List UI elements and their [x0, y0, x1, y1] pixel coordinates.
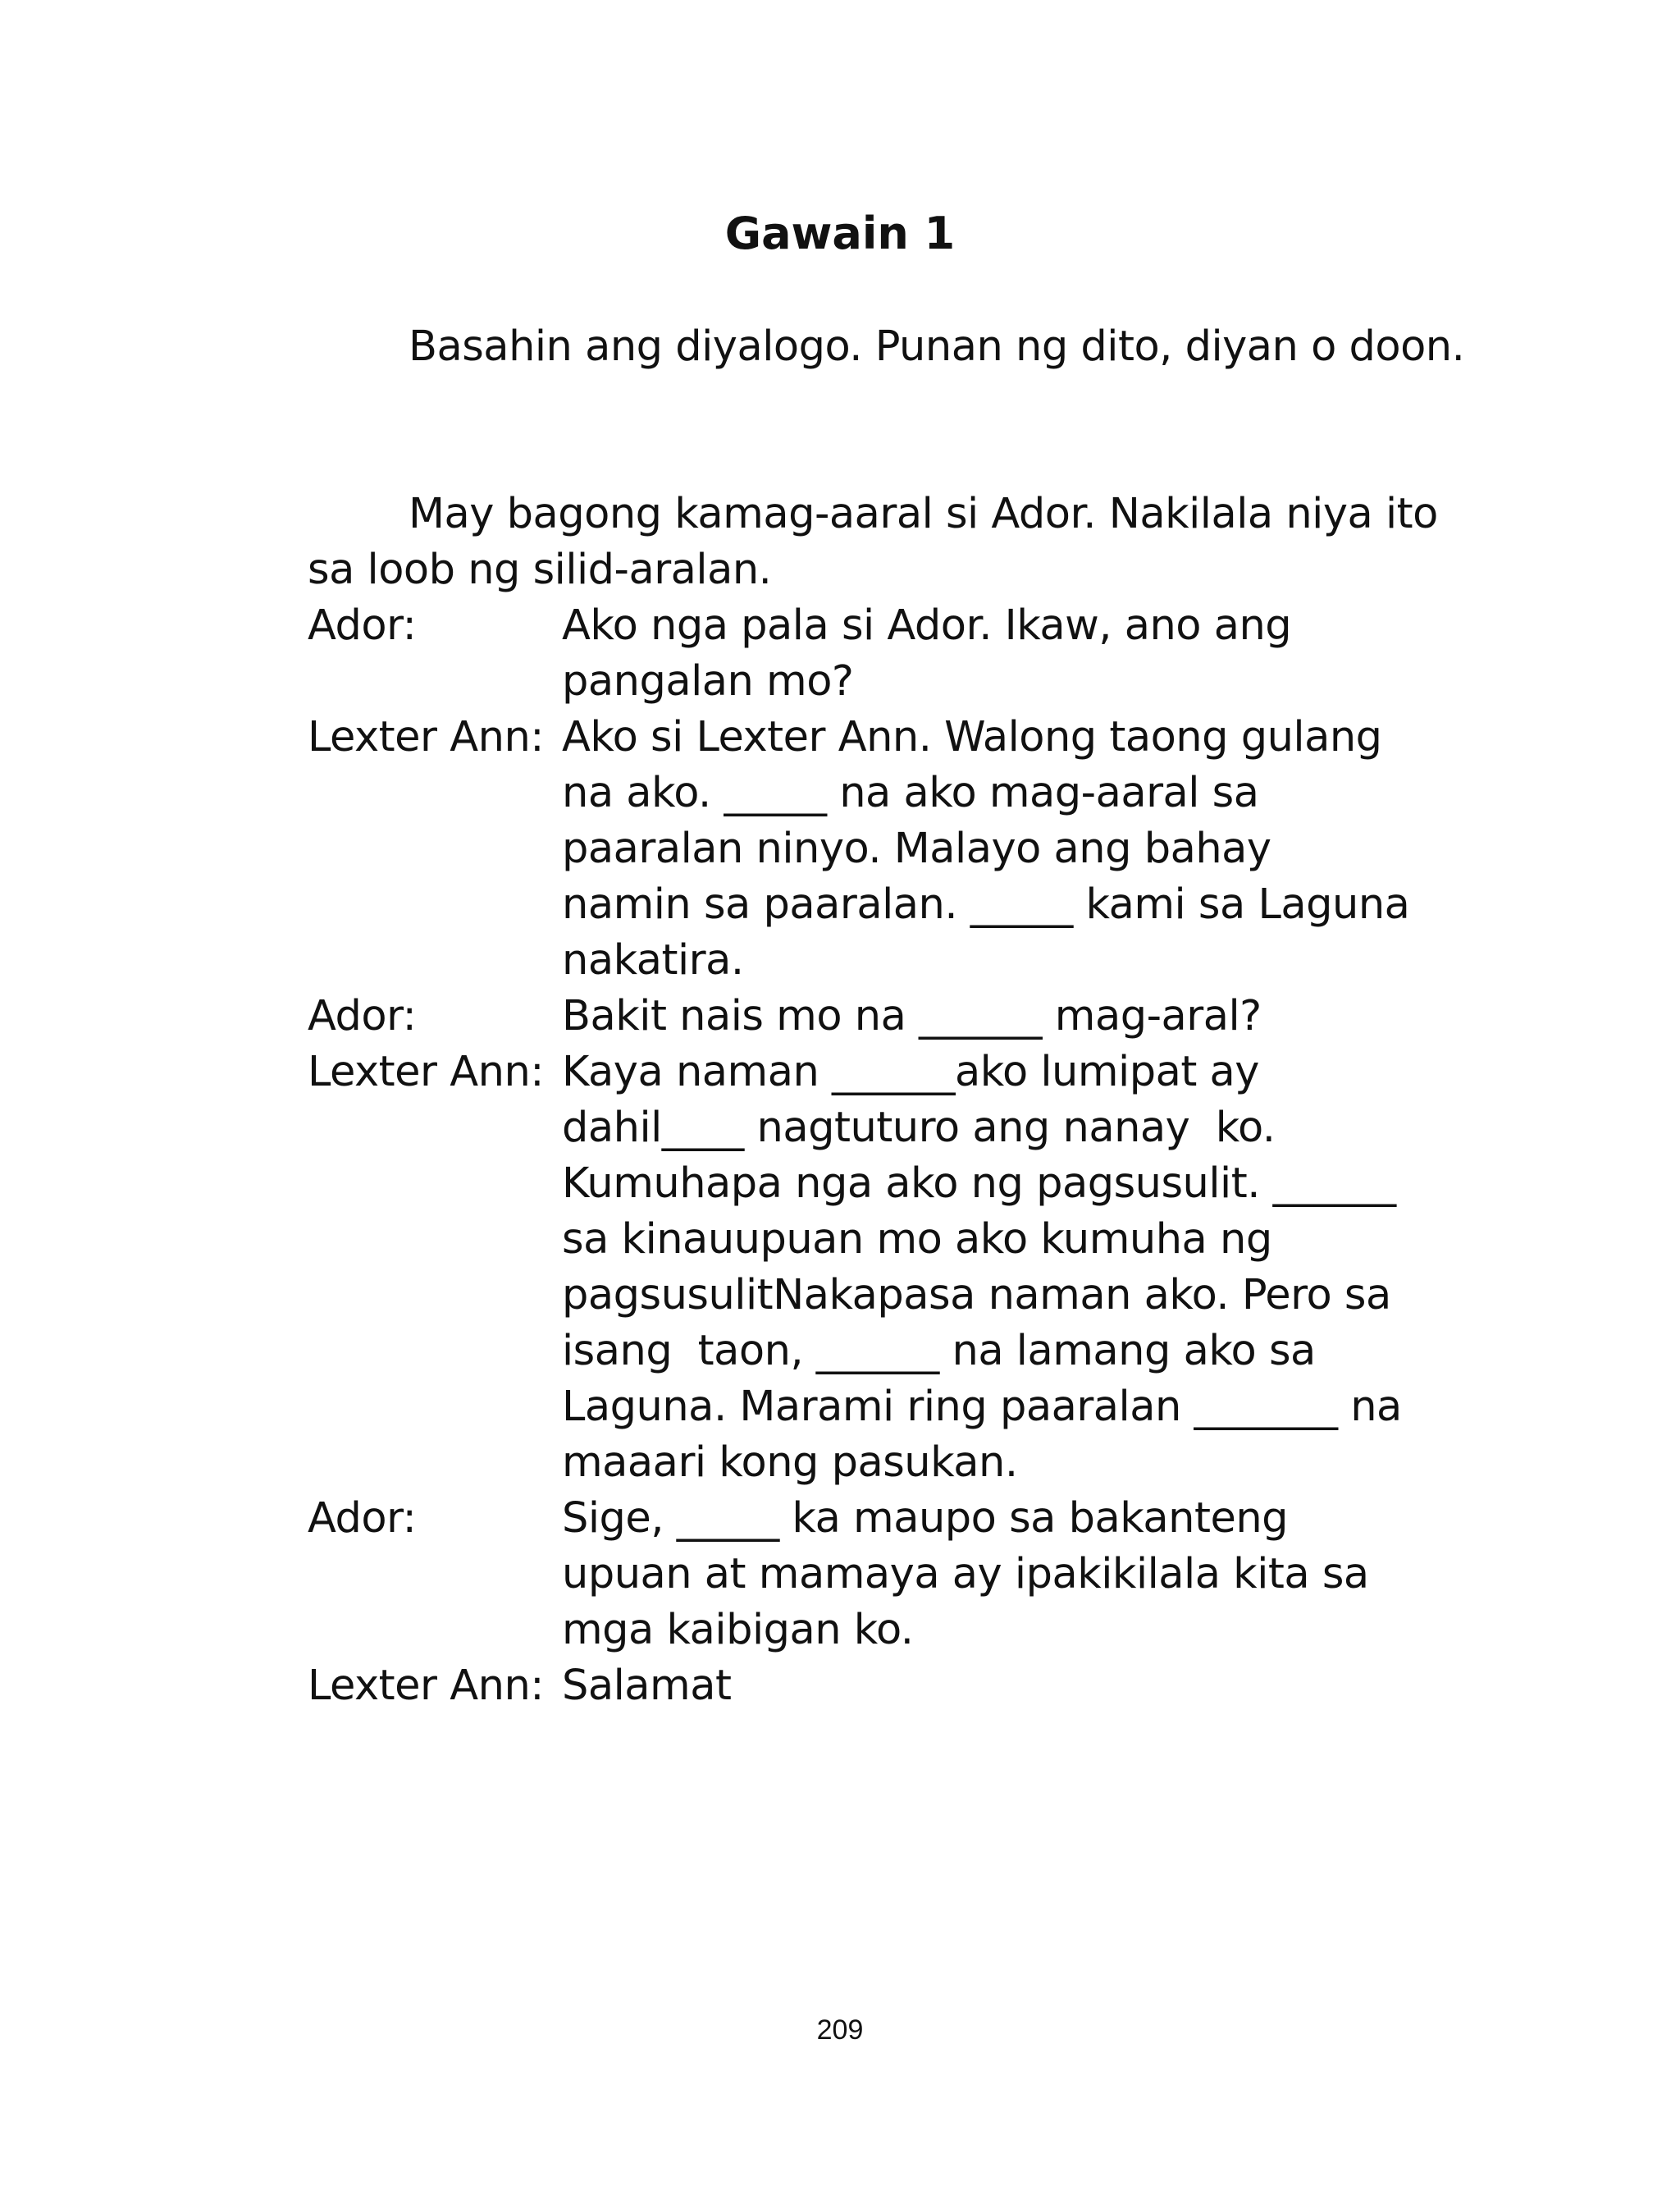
instructions-block [308, 319, 1489, 375]
instructions-text: Basahin ang diyalogo. Punan ng dito, diyan o doon. [409, 322, 1465, 371]
speech-line: Bakit nais mo na ______ mag-aral? [562, 992, 1262, 1040]
speech-text [562, 710, 1489, 989]
speaker-name: Ador: [308, 601, 417, 650]
speech-line: dahil____ nagtuturo ang nanay ko. [562, 1104, 1276, 1152]
speech-line: Ako nga pala si Ador. Ikaw, ano ang [562, 601, 1292, 650]
speech-line: namin sa paaralan. _____ kami sa Laguna [562, 880, 1410, 929]
speech-text [562, 1045, 1489, 1491]
speech-line: Kaya naman ______ako lumipat ay [562, 1048, 1259, 1096]
speech-line: isang taon, ______ na lamang ako sa [562, 1327, 1316, 1375]
speech-line: Sige, _____ ka maupo sa bakanteng [562, 1494, 1289, 1543]
speech-text [562, 989, 1489, 1045]
speaker-name: Lexter Ann: [308, 713, 544, 761]
intro-text: May bagong kamag-aaral si Ador. Nakilala niya ito sa loob ng silid-aralan. [308, 490, 1438, 594]
speaker-name: Ador: [308, 1494, 417, 1543]
speech-line: upuan at mamaya ay ipakikilala kita sa [562, 1550, 1369, 1598]
dialogue-line [308, 1658, 1489, 1714]
dialogue-line [308, 598, 1489, 710]
speech-line: nakatira. [562, 936, 744, 985]
speech-line: sa kinauupuan mo ako kumuha ng [562, 1215, 1272, 1264]
speech-line: na ako. _____ na ako mag-aaral sa [562, 769, 1259, 817]
speech-line: maaari kong pasukan. [562, 1438, 1018, 1487]
speaker-name: Lexter Ann: [308, 1662, 544, 1710]
dialogue-line [308, 989, 1489, 1045]
dialogue [308, 598, 1489, 1714]
speech-line: Ako si Lexter Ann. Walong taong gulang [562, 713, 1382, 761]
speech-line: paaralan ninyo. Malayo ang bahay [562, 825, 1271, 873]
speech-line: Kumuhapa nga ako ng pagsusulit. ______ [562, 1159, 1396, 1208]
speech-line: Laguna. Marami ring paaralan _______ na [562, 1383, 1402, 1431]
speech-text [562, 1658, 1489, 1714]
intro-block [308, 487, 1489, 598]
speech-text [562, 598, 1489, 710]
speech-line: Salamat [562, 1662, 732, 1710]
speech-text [562, 1491, 1489, 1658]
dialogue-line [308, 1491, 1489, 1658]
speech-line: pangalan mo? [562, 657, 854, 706]
speaker-name: Lexter Ann: [308, 1048, 544, 1096]
page-number: 209 [816, 2014, 864, 2046]
speech-line: pagsusulitNakapasa naman ako. Pero sa [562, 1271, 1391, 1319]
dialogue-line [308, 1045, 1489, 1491]
speaker-name: Ador: [308, 992, 417, 1040]
dialogue-line [308, 710, 1489, 989]
page-title: Gawain 1 [724, 208, 956, 259]
speech-line: mga kaibigan ko. [562, 1606, 914, 1654]
